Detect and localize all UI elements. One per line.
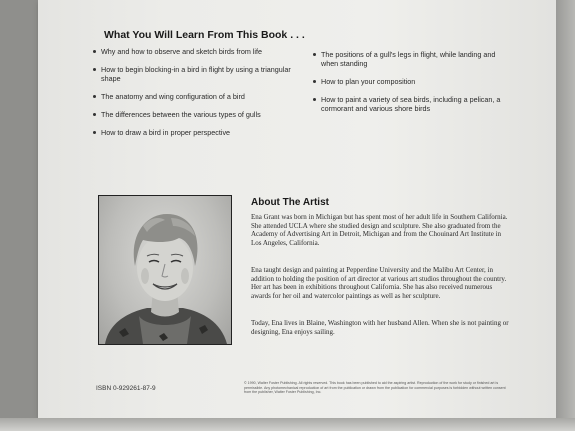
learn-item: The positions of a gull's legs in flight, while landing and when standing	[312, 50, 512, 68]
page-bottom-shadow	[0, 418, 575, 431]
learn-item: How to plan your composition	[312, 77, 512, 86]
page-edge	[556, 0, 575, 431]
artist-paragraph: Ena taught design and painting at Pepperdine University and the Malibu Art Center, in addition to holding the position of art director at various art studios throughout the country. Her art has been in exhibitions throughout California. She has also received numerous awards for her oil and watercolor paintings as well as her sculpture.	[251, 266, 507, 300]
isbn-number: ISBN 0-929261-87-9	[96, 385, 156, 392]
learn-item: The differences between the various types of gulls	[92, 110, 302, 119]
learn-list-left	[92, 47, 302, 146]
learn-list-right	[312, 50, 512, 122]
copyright-notice: © 1990, Walter Foster Publishing. All rights reserved. This book has been published to aid the aspiring artist. Reproduction of the work for study or finished art is permissible. Any photomechanical reproduction of art from the publication or drawn from the publication for commercial purposes is forbidden without written consent from the publisher, Walter Foster Publishing, Inc.	[244, 381, 506, 395]
learn-item: How to paint a variety of sea birds, including a pelican, a cormorant and various shore birds	[312, 95, 512, 113]
learn-section-title: What You Will Learn From This Book . . .	[104, 29, 305, 41]
artist-paragraph: Today, Ena lives in Blaine, Washington with her husband Allen. When she is not painting or designing, Ena enjoys sailing.	[251, 319, 509, 336]
portrait-drawing	[99, 196, 231, 344]
artist-portrait	[98, 195, 232, 345]
artist-paragraph: Ena Grant was born in Michigan but has spent most of her adult life in Southern California. She attended UCLA where she studied design and sculpture. She also graduated from the Academy of Advertising Art in Detroit, Michigan and from the Chouinard Art Institute in Los Angeles, California.	[251, 213, 508, 247]
learn-item: Why and how to observe and sketch birds from life	[92, 47, 302, 56]
learn-item: The anatomy and wing configuration of a bird	[92, 92, 302, 101]
learn-item: How to begin blocking-in a bird in flight by using a triangular shape	[92, 65, 302, 83]
learn-item: How to draw a bird in proper perspective	[92, 128, 302, 137]
artist-section-title: About The Artist	[251, 197, 329, 208]
